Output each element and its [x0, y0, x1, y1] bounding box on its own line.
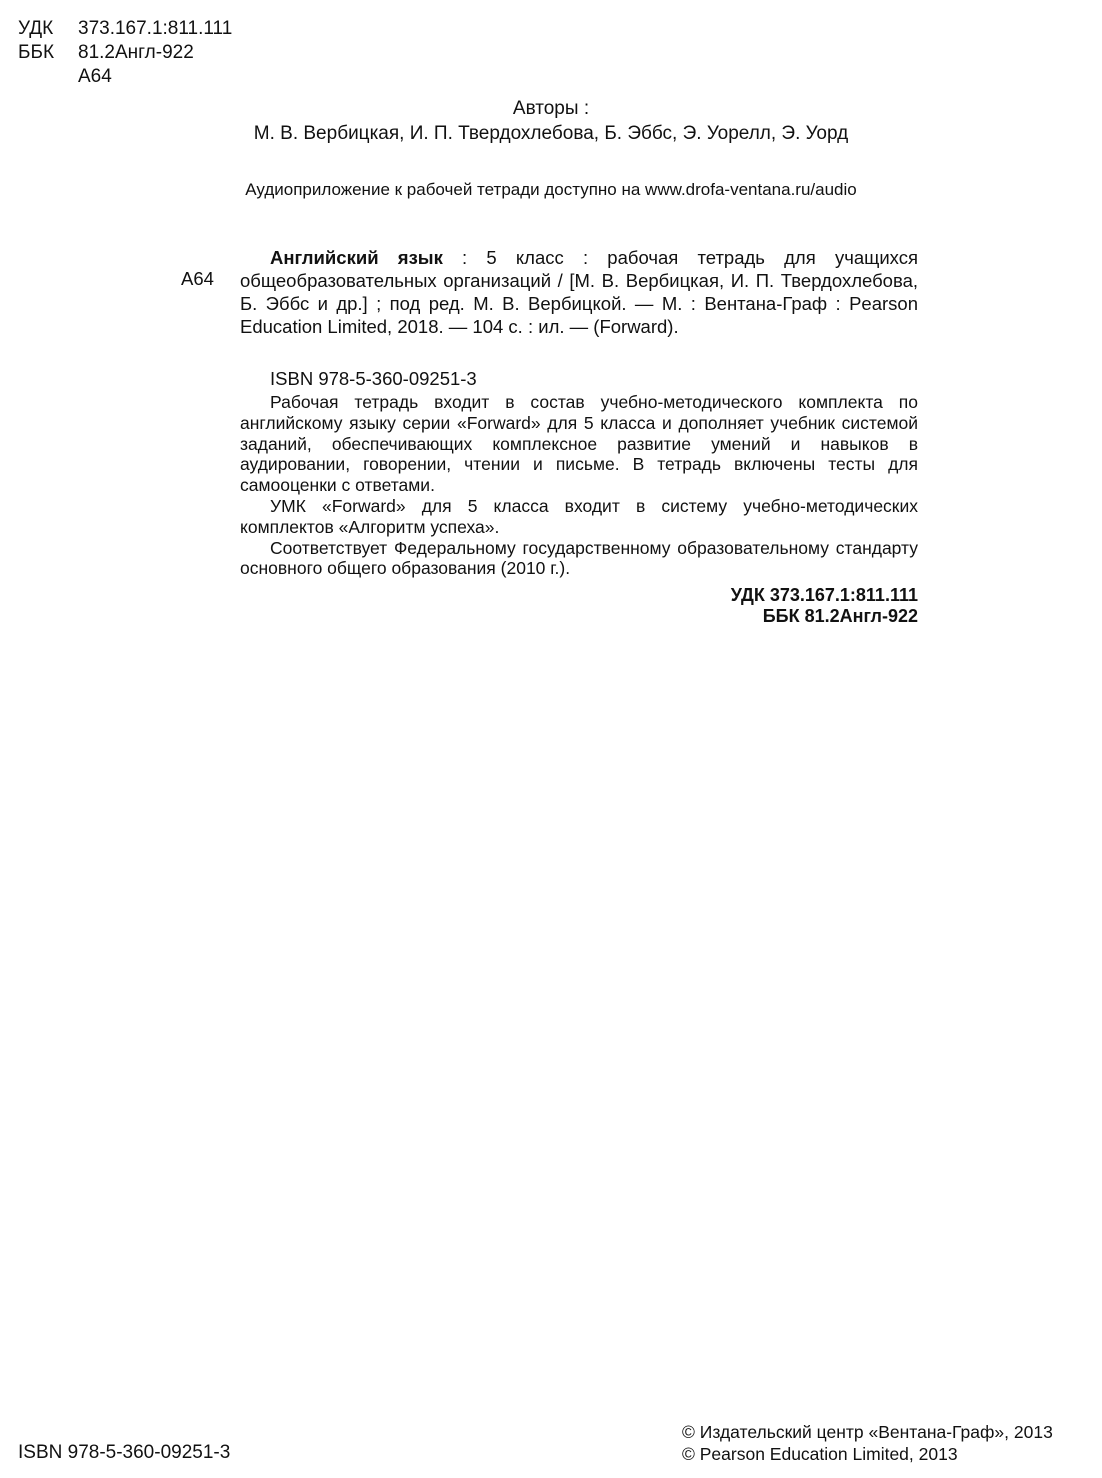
annotation-paragraph: Соответствует Федеральному государственному образовательному стандарту основного общего образования (2010 г.). — [240, 537, 918, 579]
classification-codes — [240, 585, 918, 627]
copyright-block — [682, 1421, 1053, 1465]
author-sign: А64 — [78, 66, 112, 87]
udk-label: УДК — [18, 18, 54, 39]
udk-row — [18, 18, 232, 40]
authors-list: М. В. Вербицкая, И. П. Твердохлебова, Б. Эббс, Э. Уорелл, Э. Уорд — [253, 123, 849, 144]
footer-isbn: ISBN 978-5-360-09251-3 — [18, 1442, 231, 1463]
audio-note: Аудиоприложение к рабочей тетради доступно на www.drofa-ventana.ru/audio — [245, 180, 857, 199]
bbk-label: ББК — [18, 42, 55, 63]
annotation-paragraph: УМК «Forward» для 5 класса входит в систему учебно-методических комплектов «Алгоритм успеха». — [240, 495, 918, 537]
annotation — [240, 392, 918, 579]
bbk-row — [18, 42, 194, 64]
copyright-ventana: © Издательский центр «Вентана-Граф», 2013 — [682, 1422, 1053, 1442]
udk-code: УДК 373.167.1:811.111 — [730, 585, 918, 605]
book-title: Английский язык — [270, 247, 443, 268]
bbk-value: 81.2Англ-922 — [78, 42, 194, 63]
book-description: : 5 класс : рабочая тетрадь для учащихся общеобразовательных организаций / [М. В. Вербицкая, И. П. Твердохлебова, Б. Эббс и др.] ; под ред. М. В. Вербицкой. — М. : Вентана-Граф : Pearson Education Limited, 2018. — 104 с. : ил. — (Forward). — [240, 247, 918, 337]
bbk-code: ББК 81.2Англ-922 — [762, 606, 918, 626]
udk-value: 373.167.1:811.111 — [78, 18, 233, 39]
author-sign-row — [18, 66, 112, 88]
bibliographic-margin-sign: А64 — [181, 268, 214, 289]
bibliographic-isbn: ISBN 978-5-360-09251-3 — [270, 368, 477, 389]
copyright-pearson: © Pearson Education Limited, 2013 — [682, 1444, 958, 1464]
bibliographic-record — [240, 246, 918, 338]
authors-title: Авторы : — [512, 98, 590, 119]
annotation-paragraph: Рабочая тетрадь входит в состав учебно-методического комплекта по английскому языку серии «Forward» для 5 класса и дополняет учебник системой заданий, обеспечивающих комплексное развитие умений и навыков в аудировании, говорении, чтении и письме. В тетрадь включены тесты для самооценки с ответами. — [240, 392, 918, 496]
